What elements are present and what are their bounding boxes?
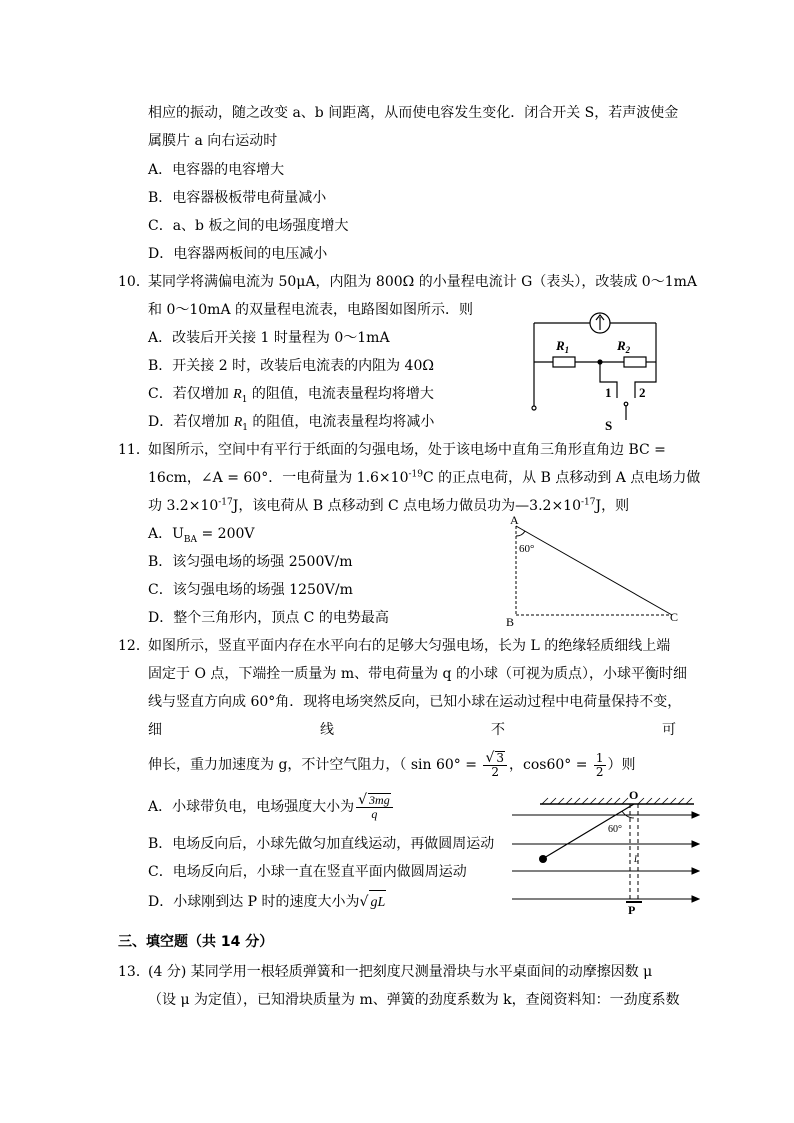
terminal-2-label: 2 bbox=[639, 385, 646, 400]
q12-option-d: D．小球刚到达 P 时的速度大小为√ gL bbox=[148, 890, 386, 915]
q12-word-3: 不 bbox=[491, 722, 505, 738]
q12-word-4: 可 bbox=[662, 722, 676, 738]
q11-text-line3: 功 $3.2\times 10^{-17}J$，该电荷从 B 点移动到 C 点电场力做员功为$—3.2\times 10^{-17}J$，则 bbox=[148, 497, 630, 514]
vertex-a-label: A bbox=[510, 513, 519, 527]
point-p-label: P bbox=[628, 903, 636, 916]
r2-sub: 2 bbox=[625, 345, 631, 355]
q10-text-line2: 和 0～10mA 的双量程电流表，电路图如图所示．则 bbox=[148, 302, 474, 318]
q10-option-a: A．改装后开关接 1 时量程为 0～1mA bbox=[148, 330, 390, 346]
q11-triangle-diagram bbox=[500, 512, 690, 627]
q11-number: 11． bbox=[118, 442, 150, 458]
q11-option-c: C．该匀强电场的场强 1250V/m bbox=[148, 582, 353, 598]
q12-option-c: C．电场反向后，小球一直在竖直平面内做圆周运动 bbox=[148, 864, 467, 880]
q9-option-d: D．电容器两板间的电压减小 bbox=[148, 246, 328, 262]
q9-option-c: C．a、b 板之间的电场强度增大 bbox=[148, 218, 349, 234]
cos60-fraction: $\frac{1}{2}$ bbox=[595, 750, 604, 779]
q9-text-line1: 相应的振动，随之改变 a、b 间距离，从而使电容发生变化．闭合开关 S，若声波使金 bbox=[148, 105, 679, 121]
q10-number: 10． bbox=[118, 274, 150, 290]
section-title: 三、填空题（共 14 分） bbox=[118, 934, 274, 950]
q13-number: 13． bbox=[118, 964, 150, 980]
r1-label: R bbox=[556, 338, 565, 353]
vertex-b-label: B bbox=[506, 615, 515, 627]
field-strength-fraction: $\frac{√ 3mg}{q}$ bbox=[356, 793, 393, 821]
q10-option-c: C．若仅增加 $R_1$ 的阻值，电流表量程均将增大 bbox=[148, 386, 434, 405]
q12-word-2: 线 bbox=[320, 722, 334, 738]
q13-text-line2: （设 μ 为定值），已知滑块质量为 m、弹簧的劲度系数为 k，查阅资料知：一劲度系数 bbox=[148, 992, 680, 1008]
q12-option-a: A．小球带负电，电场强度大小为 $\frac{√ 3mg}{q}$ bbox=[148, 792, 395, 822]
q9-text-line2: 属膜片 a 向右运动时 bbox=[148, 133, 278, 149]
terminal-1-label: 1 bbox=[605, 385, 612, 400]
q10-text-line1: 某同学将满偏电流为 50μA，内阻为 800Ω 的小量程电流计 G（表头），改装成 0～1mA bbox=[148, 274, 697, 290]
q12-number: 12． bbox=[118, 638, 150, 654]
q11-option-d: D．整个三角形内，顶点 C 的电势最高 bbox=[148, 610, 389, 626]
q10-option-d: D．若仅增加 $R_1$ 的阻值，电流表量程均将减小 bbox=[148, 414, 435, 433]
point-o-label: O bbox=[629, 788, 639, 802]
q11-option-a: A．$U_{BA} = 200V$ bbox=[148, 526, 255, 545]
svg-text:R1 bbox=[555, 338, 569, 355]
resistor-r2-icon bbox=[624, 357, 646, 367]
q12-text-line1: 如图所示，竖直平面内存在水平向右的足够大匀强电场，长为 L 的绝缘轻质细线上端 bbox=[148, 638, 671, 654]
q12-field-diagram bbox=[508, 788, 700, 916]
resistor-r1-icon bbox=[553, 357, 575, 367]
q9-option-a: A．电容器的电容增大 bbox=[148, 162, 285, 178]
q12-text-line2: 固定于 O 点，下端拴一质量为 m、带电荷量为 q 的小球（可视为质点），小球平衡时细 bbox=[148, 666, 687, 682]
sin60-fraction: $\frac{√ 3}{2}$ bbox=[483, 751, 507, 779]
q12-option-b: B．电场反向后，小球先做匀加直线运动，再做圆周运动 bbox=[148, 836, 495, 852]
q12-text-line5: 伸长，重力加速度为 g，不计空气阻力，（ sin 60° = $\frac{√ 3}{2}$ ，cos60° = $\frac{1}{2}$ ）则 bbox=[148, 750, 636, 779]
length-label: L bbox=[634, 854, 640, 864]
ball-icon bbox=[539, 855, 547, 863]
svg-text:R2 bbox=[616, 338, 631, 355]
q11-option-b: B．该匀强电场的场强 2500V/m bbox=[148, 554, 353, 570]
q11-text-line1: 如图所示，空间中有平行于纸面的匀强电场，处于该电场中直角三角形直角边 BC = bbox=[148, 442, 666, 458]
q12-word-1: 细 bbox=[148, 722, 162, 738]
vertex-c-label: C bbox=[670, 610, 679, 624]
r1-sub: 1 bbox=[564, 345, 570, 355]
q9-option-b: B．电容器极板带电荷量减小 bbox=[148, 190, 327, 206]
q13-text-line1: (4 分) 某同学用一根轻质弹簧和一把刻度尺测量滑块与水平桌面间的动摩擦因数 μ bbox=[148, 964, 653, 980]
q11-text-line2: 16cm，∠A = 60°．一电荷量为 $1.6\times 10^{-19}C$ 的正点电荷，从 B 点移动到 A 点电场力做 bbox=[148, 469, 701, 486]
switch-s-label: S bbox=[605, 418, 613, 433]
q10-circuit-diagram bbox=[525, 306, 670, 436]
angle-a-label: 60° bbox=[519, 543, 535, 555]
q10-option-b: B．开关接 2 时，改装后电流表的内阻为 40Ω bbox=[148, 358, 434, 374]
angle-label: 60° bbox=[608, 824, 622, 835]
q12-text-line3: 线与竖直方向成 60°角．现将电场突然反向，已知小球在运动过程中电荷量保持不变， bbox=[148, 694, 682, 710]
r2-label: R bbox=[617, 338, 626, 353]
